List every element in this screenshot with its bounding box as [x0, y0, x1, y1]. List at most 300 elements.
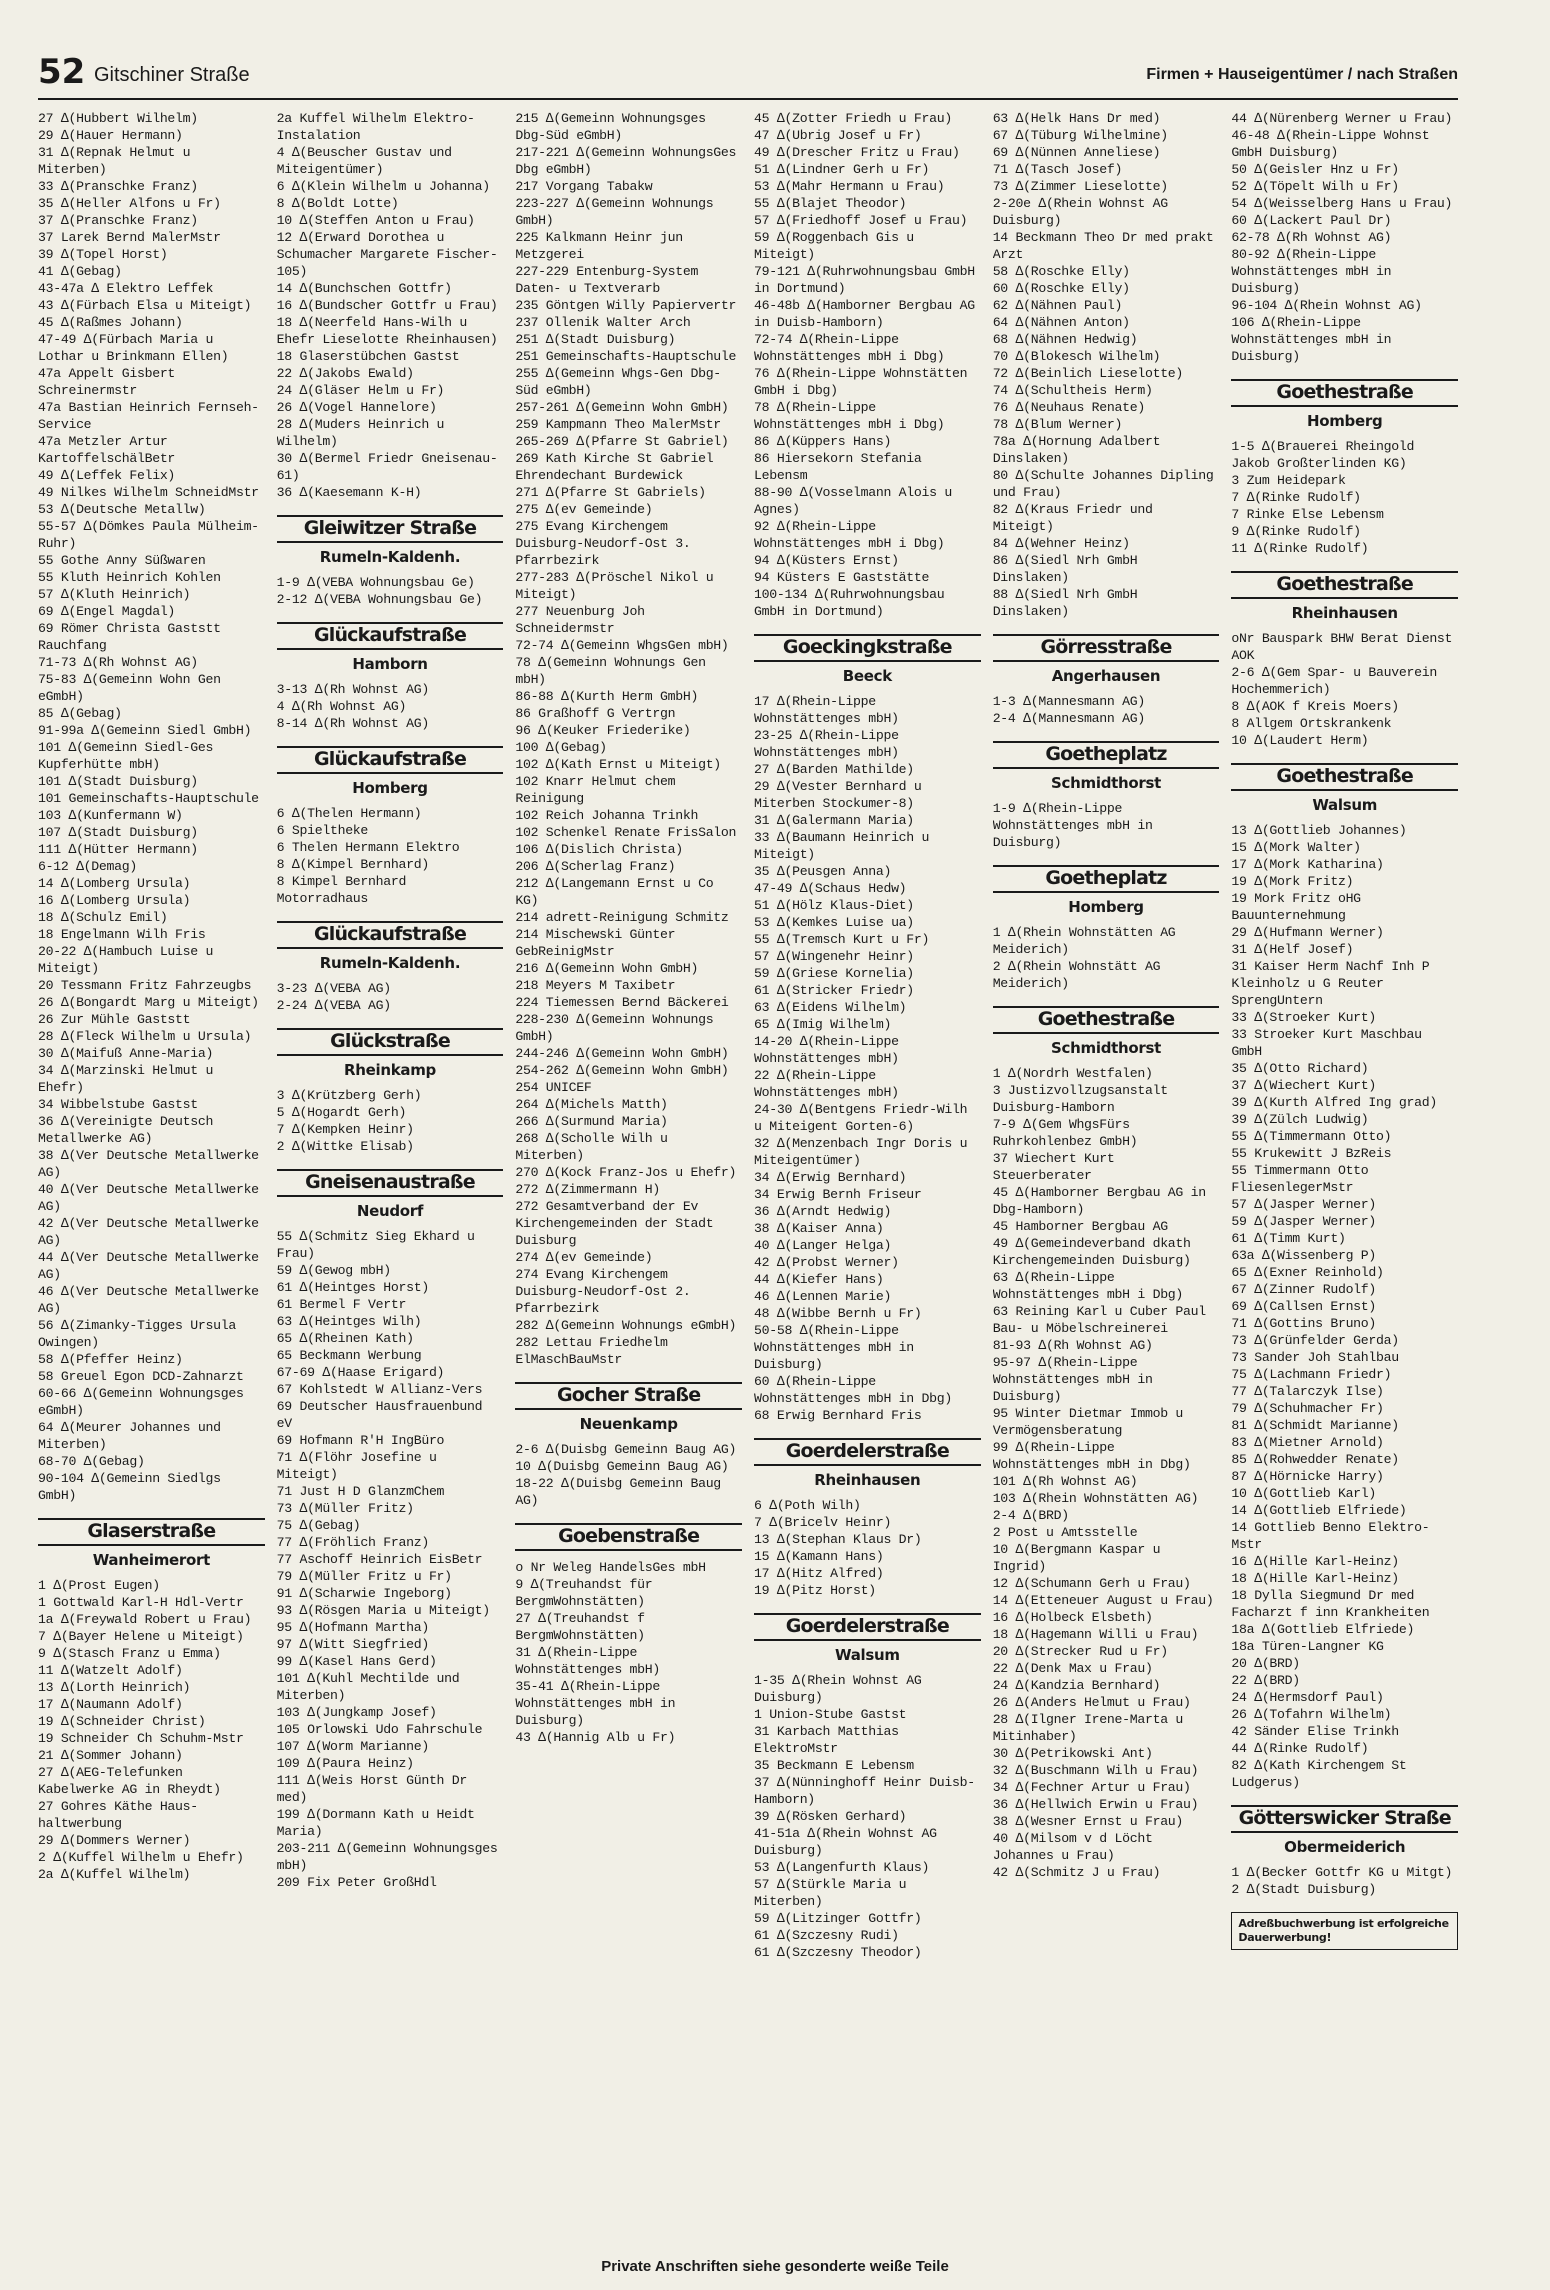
address-entry: 2-6 ∆(Gem Spar- u Bauverein Hochemmerich)	[1231, 665, 1437, 697]
address-entry: 6-12 ∆(Demag)	[38, 859, 137, 874]
address-entry: 73 ∆(Müller Fritz)	[276, 1501, 414, 1516]
address-entry: 78 ∆(Rhein-Lippe Wohnstättenges mbH i Dbg)	[754, 400, 945, 432]
address-entry: 65 Beckmann Werbung	[276, 1348, 422, 1363]
street-name: Goeckingkstraße	[754, 634, 981, 662]
address-entry: 32 ∆(Menzenbach Ingr Doris u Miteigentümer)	[754, 1136, 968, 1168]
address-entry: 36 ∆(Kaesemann K-H)	[276, 485, 422, 500]
address-entry: 109 ∆(Paura Heinz)	[276, 1756, 414, 1771]
address-entry: 42 ∆(Probst Werner)	[754, 1255, 899, 1270]
street-section-heading	[993, 634, 1220, 685]
address-entry: 4 ∆(Beuscher Gustav und Miteigentümer)	[276, 145, 452, 177]
address-entry: 31 ∆(Rhein-Lippe Wohnstättenges mbH)	[515, 1645, 661, 1677]
address-entry: 20 ∆(BRD)	[1231, 1656, 1300, 1671]
street-name: Glückaufstraße	[277, 746, 504, 774]
street-section-heading	[277, 746, 504, 797]
address-entry: 6 ∆(Klein Wilhelm u Johanna)	[276, 179, 490, 194]
address-entry: 1 Gottwald Karl-H Hdl-Vertr	[38, 1595, 244, 1610]
address-entry: 53 ∆(Kemkes Luise ua)	[754, 915, 914, 930]
address-entry: 282 ∆(Gemeinn Wohnungs eGmbH)	[515, 1318, 737, 1333]
address-entry: 6 ∆(Poth Wilh)	[754, 1498, 861, 1513]
address-entry: 282 Lettau Friedhelm ElMaschBauMstr	[515, 1335, 668, 1367]
address-entry: 68-70 ∆(Gebag)	[38, 1454, 145, 1469]
address-entry: 31 ∆(Repnak Helmut u Miterben)	[38, 145, 191, 177]
address-entry: 26 Zur Mühle Gaststt	[38, 1012, 191, 1027]
address-entry: 16 ∆(Bundscher Gottfr u Frau)	[276, 298, 498, 313]
address-entry: 75 ∆(Gebag)	[276, 1518, 361, 1533]
address-entry: 14-20 ∆(Rhein-Lippe Wohnstättenges mbH)	[754, 1034, 899, 1066]
address-entry: 33 ∆(Stroeker Kurt)	[1231, 1010, 1377, 1025]
street-name: Goerdelerstraße	[754, 1613, 981, 1641]
street-section-heading	[993, 865, 1220, 916]
street-name: Glückaufstraße	[277, 921, 504, 949]
address-entry: 38 ∆(Wesner Ernst u Frau)	[992, 1814, 1184, 1829]
address-entry: 59 ∆(Jasper Werner)	[1231, 1214, 1377, 1229]
address-entry: 14 Gottlieb Benno Elektro-Mstr	[1231, 1520, 1430, 1552]
address-entry: 55 ∆(Blajet Theodor)	[754, 196, 907, 211]
address-entry: 61 Bermel F Vertr	[276, 1297, 407, 1312]
address-entry: 33 ∆(Baumann Heinrich u Miteigt)	[754, 830, 930, 862]
page-number: 52	[38, 52, 86, 92]
directory-column	[515, 110, 742, 2250]
address-entry: 111 ∆(Weis Horst Günth Dr med)	[276, 1773, 468, 1805]
address-entry: 18 Glaserstübchen Gastst	[276, 349, 460, 364]
address-entry: 9 ∆(Rinke Rudolf)	[1231, 524, 1361, 539]
address-entry: 40 ∆(Langer Helga)	[754, 1238, 892, 1253]
address-entry: 2 ∆(Rhein Wohnstätt AG Meiderich)	[992, 959, 1161, 991]
address-entry: 85 ∆(Gebag)	[38, 706, 122, 721]
district-name: Obermeiderich	[1284, 1838, 1406, 1856]
address-entry: 6 Thelen Hermann Elektro	[276, 840, 460, 855]
address-entry: 37 ∆(Pranschke Franz)	[38, 213, 198, 228]
address-entry: 47a Bastian Heinrich Fernseh-Service	[38, 400, 259, 432]
address-entry: 58 ∆(Roschke Elly)	[992, 264, 1130, 279]
street-name: Götterswicker Straße	[1231, 1805, 1458, 1833]
directory-column	[754, 110, 981, 2250]
address-entry: 88 ∆(Siedl Nrh GmbH Dinslaken)	[992, 587, 1138, 619]
address-entry: 29 ∆(Dommers Werner)	[38, 1833, 191, 1848]
address-entry: 244-246 ∆(Gemeinn Wohn GmbH)	[515, 1046, 729, 1061]
address-entry: 73 Sander Joh Stahlbau	[1231, 1350, 1399, 1365]
address-entry: 75 ∆(Lachmann Friedr)	[1231, 1367, 1392, 1382]
address-entry: 78 ∆(Blum Werner)	[992, 417, 1123, 432]
address-entry: 46 ∆(Lennen Marie)	[754, 1289, 892, 1304]
address-entry: 53 ∆(Deutsche Metallw)	[38, 502, 206, 517]
address-entry: 41-51a ∆(Rhein Wohnst AG Duisburg)	[754, 1826, 937, 1858]
address-entry: 37 Wiechert Kurt Steuerberater	[992, 1151, 1115, 1183]
address-entry: 63 ∆(Heintges Wilh)	[276, 1314, 422, 1329]
address-entry: 265-269 ∆(Pfarre St Gabriel)	[515, 434, 729, 449]
address-entry: 106 ∆(Rhein-Lippe Wohnstättenges mbH in Duisburg)	[1231, 315, 1392, 364]
address-entry: 77 ∆(Fröhlich Franz)	[276, 1535, 429, 1550]
address-entry: 59 ∆(Litzinger Gottfr)	[754, 1911, 922, 1926]
address-entry: o Nr Weleg HandelsGes mbH	[515, 1560, 706, 1575]
address-entry: 101 ∆(Stadt Duisburg)	[38, 774, 198, 789]
address-entry: 8 ∆(AOK f Kreis Moers)	[1231, 699, 1399, 714]
address-entry: 53 ∆(Mahr Hermann u Frau)	[754, 179, 945, 194]
directory-column	[1231, 110, 1458, 2250]
address-entry: 7 ∆(Bricelv Heinr)	[754, 1515, 892, 1530]
address-entry: 101 ∆(Kuhl Mechtilde und Miterben)	[276, 1671, 460, 1703]
street-name: Glückstraße	[277, 1028, 504, 1056]
address-entry: 1 ∆(Rhein Wohnstätten AG Meiderich)	[992, 925, 1176, 957]
address-entry: 55 ∆(Schmitz Sieg Ekhard u Frau)	[276, 1229, 475, 1261]
address-entry: 97 ∆(Witt Siegfried)	[276, 1637, 429, 1652]
address-entry: 33 ∆(Pranschke Franz)	[38, 179, 198, 194]
address-entry: 59 ∆(Roggenbach Gis u Miteigt)	[754, 230, 914, 262]
address-entry: 14 Beckmann Theo Dr med prakt Arzt	[992, 230, 1214, 262]
address-entry: 69 ∆(Nünnen Anneliese)	[992, 145, 1161, 160]
address-entry: 18 Dylla Siegmund Dr med Facharzt f inn Krankheiten	[1231, 1588, 1430, 1620]
address-entry: 64 ∆(Nähnen Anton)	[992, 315, 1130, 330]
address-entry: 105 Orlowski Udo Fahrschule	[276, 1722, 483, 1737]
address-entry: 58 Greuel Egon DCD-Zahnarzt	[38, 1369, 244, 1384]
address-entry: 19 Schneider Ch Schuhm-Mstr	[38, 1731, 244, 1746]
address-entry: 37 Larek Bernd MalerMstr	[38, 230, 221, 245]
address-entry: 55 Kluth Heinrich Kohlen	[38, 570, 221, 585]
address-entry: 61 ∆(Heintges Horst)	[276, 1280, 429, 1295]
address-entry: 43 ∆(Hannig Alb u Fr)	[515, 1730, 676, 1745]
address-entry: 4 ∆(Rh Wohnst AG)	[276, 699, 407, 714]
address-entry: 42 ∆(Ver Deutsche Metallwerke AG)	[38, 1216, 259, 1248]
address-entry: 67 Kohlstedt W Allianz-Vers	[276, 1382, 483, 1397]
address-entry: 3-13 ∆(Rh Wohnst AG)	[276, 682, 429, 697]
district-name: Beeck	[842, 667, 892, 685]
address-entry: 217-221 ∆(Gemeinn WohnungsGes Dbg eGmbH)	[515, 145, 737, 177]
address-entry: 38 ∆(Kaiser Anna)	[754, 1221, 884, 1236]
district-name: Rumeln-Kaldenh.	[319, 548, 461, 566]
address-entry: 27 ∆(Treuhandst f BergmWohnstätten)	[515, 1611, 645, 1643]
address-entry: 60 ∆(Lackert Paul Dr)	[1231, 213, 1392, 228]
address-entry: 102 Schenkel Renate FrisSalon	[515, 825, 737, 840]
address-entry: 18-22 ∆(Duisbg Gemeinn Baug AG)	[515, 1476, 721, 1508]
address-entry: 83 ∆(Mietner Arnold)	[1231, 1435, 1384, 1450]
address-entry: 18a Türen-Langner KG	[1231, 1639, 1384, 1654]
address-entry: 91-99a ∆(Gemeinn Siedl GmbH)	[38, 723, 252, 738]
address-entry: 68 ∆(Nähnen Hedwig)	[992, 332, 1138, 347]
address-entry: 7-9 ∆(Gem WhgsFürs Ruhrkohlenbez GmbH)	[992, 1117, 1138, 1149]
street-section-heading	[754, 1438, 981, 1489]
address-entry: 5 ∆(Hogardt Gerh)	[276, 1105, 407, 1120]
address-entry: 212 ∆(Langemann Ernst u Co KG)	[515, 876, 714, 908]
district-name: Rheinhausen	[1291, 604, 1398, 622]
address-entry: 44 ∆(Ver Deutsche Metallwerke AG)	[38, 1250, 259, 1282]
address-entry: 101 ∆(Gemeinn Siedl-Ges Kupferhütte mbH)	[38, 740, 214, 772]
street-section-heading	[754, 1613, 981, 1664]
address-entry: 20-22 ∆(Hambuch Luise u Miteigt)	[38, 944, 214, 976]
address-entry: 16 ∆(Lomberg Ursula)	[38, 893, 191, 908]
address-entry: 34 Wibbelstube Gastst	[38, 1097, 198, 1112]
district-name: Homberg	[352, 779, 428, 797]
address-entry: 86-88 ∆(Kurth Herm GmbH)	[515, 689, 699, 704]
address-entry: 27 ∆(AEG-Telefunken Kabelwerke AG in Rheydt)	[38, 1765, 221, 1797]
street-section-heading	[515, 1523, 742, 1551]
street-name: Glückaufstraße	[277, 622, 504, 650]
address-entry: oNr Bauspark BHW Berat Dienst AOK	[1231, 631, 1453, 663]
address-entry: 100-134 ∆(Ruhrwohnungsbau GmbH in Dortmund)	[754, 587, 945, 619]
address-entry: 251 Gemeinschafts-Hauptschule	[515, 349, 737, 364]
address-entry: 60 ∆(Roschke Elly)	[992, 281, 1130, 296]
address-entry: 50 ∆(Geisler Hnz u Fr)	[1231, 162, 1399, 177]
street-name: Goethestraße	[1231, 379, 1458, 407]
address-entry: 68 Erwig Bernhard Fris	[754, 1408, 922, 1423]
address-entry: 29 ∆(Hufmann Werner)	[1231, 925, 1384, 940]
address-entry: 43 ∆(Fürbach Elsa u Miteigt)	[38, 298, 252, 313]
address-entry: 3 Justizvollzugsanstalt Duisburg-Hamborn	[992, 1083, 1168, 1115]
address-entry: 17 ∆(Rhein-Lippe Wohnstättenges mbH)	[754, 694, 899, 726]
address-entry: 1-9 ∆(VEBA Wohnungsbau Ge)	[276, 575, 475, 590]
address-entry: 23-25 ∆(Rhein-Lippe Wohnstättenges mbH)	[754, 728, 899, 760]
street-section-heading	[1231, 763, 1458, 814]
address-entry: 13 ∆(Gottlieb Johannes)	[1231, 823, 1407, 838]
address-entry: 45 ∆(Hamborner Bergbau AG in Dbg-Hamborn)	[992, 1185, 1206, 1217]
address-entry: 103 ∆(Kunfermann W)	[38, 808, 183, 823]
street-section-heading	[754, 634, 981, 685]
address-entry: 44 ∆(Kiefer Hans)	[754, 1272, 884, 1287]
address-entry: 17 ∆(Hitz Alfred)	[754, 1566, 884, 1581]
address-entry: 224 Tiemessen Bernd Bäckerei	[515, 995, 729, 1010]
address-entry: 35 ∆(Otto Richard)	[1231, 1061, 1369, 1076]
address-entry: 45 ∆(Raßmes Johann)	[38, 315, 183, 330]
address-entry: 70 ∆(Blokesch Wilhelm)	[992, 349, 1161, 364]
address-entry: 67-69 ∆(Haase Erigard)	[276, 1365, 445, 1380]
address-entry: 257-261 ∆(Gemeinn Wohn GmbH)	[515, 400, 729, 415]
address-entry: 1 ∆(Nordrh Westfalen)	[992, 1066, 1153, 1081]
page-footer: Private Anschriften siehe gesonderte weiße Teile	[601, 2258, 949, 2275]
address-entry: 20 ∆(Strecker Rud u Fr)	[992, 1644, 1168, 1659]
address-entry: 101 ∆(Rh Wohnst AG)	[992, 1474, 1138, 1489]
address-entry: 18 ∆(Hille Karl-Heinz)	[1231, 1571, 1399, 1586]
address-entry: 215 ∆(Gemeinn Wohnungsges Dbg-Süd eGmbH)	[515, 111, 706, 143]
address-entry: 43-47a ∆ Elektro Leffek	[38, 281, 214, 296]
address-entry: 203-211 ∆(Gemeinn Wohnungsges mbH)	[276, 1841, 498, 1873]
address-entry: 19 ∆(Mork Fritz)	[1231, 874, 1354, 889]
address-entry: 8-14 ∆(Rh Wohnst AG)	[276, 716, 429, 731]
street-section-heading	[1231, 1805, 1458, 1856]
street-name: Goethestraße	[1231, 571, 1458, 599]
address-entry: 103 ∆(Jungkamp Josef)	[276, 1705, 437, 1720]
address-entry: 22 ∆(Denk Max u Frau)	[992, 1661, 1153, 1676]
address-entry: 74 ∆(Schultheis Herm)	[992, 383, 1153, 398]
address-entry: 49 ∆(Gemeindeverband dkath Kirchengemeinden Duisburg)	[992, 1236, 1191, 1268]
address-entry: 47 ∆(Ubrig Josef u Fr)	[754, 128, 922, 143]
address-entry: 6 Spieltheke	[276, 823, 369, 838]
address-entry: 81-93 ∆(Rh Wohnst AG)	[992, 1338, 1153, 1353]
address-entry: 57 ∆(Wingenehr Heinr)	[754, 949, 914, 964]
address-entry: 91 ∆(Scharwie Ingeborg)	[276, 1586, 452, 1601]
district-name: Rheinhausen	[814, 1471, 921, 1489]
address-entry: 82 ∆(Kath Kirchengem St Ludgerus)	[1231, 1758, 1407, 1790]
address-entry: 2a ∆(Kuffel Wilhelm)	[38, 1867, 191, 1882]
district-name: Walsum	[834, 1646, 900, 1664]
address-entry: 32 ∆(Buschmann Wilh u Frau)	[992, 1763, 1199, 1778]
address-entry: 18 ∆(Hagemann Willi u Frau)	[992, 1627, 1199, 1642]
address-entry: 7 Rinke Else Lebensm	[1231, 507, 1384, 522]
street-name: Gneisenaustraße	[277, 1169, 504, 1197]
address-entry: 59 ∆(Griese Kornelia)	[754, 966, 914, 981]
address-entry: 47-49 ∆(Schaus Hedw)	[754, 881, 907, 896]
address-entry: 71 ∆(Gottins Bruno)	[1231, 1316, 1377, 1331]
address-entry: 277-283 ∆(Pröschel Nikol u Miteigt)	[515, 570, 714, 602]
address-entry: 28 ∆(Muders Heinrich u Wilhelm)	[276, 417, 445, 449]
address-entry: 81 ∆(Schmidt Marianne)	[1231, 1418, 1399, 1433]
address-entry: 63a ∆(Wissenberg P)	[1231, 1248, 1377, 1263]
address-entry: 94 ∆(Küsters Ernst)	[754, 553, 899, 568]
address-entry: 35 ∆(Heller Alfons u Fr)	[38, 196, 221, 211]
address-entry: 216 ∆(Gemeinn Wohn GmbH)	[515, 961, 699, 976]
address-entry: 2 ∆(Wittke Elisab)	[276, 1139, 414, 1154]
address-entry: 90-104 ∆(Gemeinn Siedlgs GmbH)	[38, 1471, 221, 1503]
address-entry: 28 ∆(Fleck Wilhelm u Ursula)	[38, 1029, 252, 1044]
district-name: Wanheimerort	[92, 1551, 210, 1569]
address-entry: 46-48b ∆(Hamborner Bergbau AG in Duisb-Hamborn)	[754, 298, 975, 330]
address-entry: 71 ∆(Flöhr Josefine u Miteigt)	[276, 1450, 437, 1482]
district-name: Schmidthorst	[1051, 1039, 1161, 1057]
address-entry: 227-229 Entenburg-System Daten- u Textverarb	[515, 264, 699, 296]
address-entry: 67 ∆(Zinner Rudolf)	[1231, 1282, 1377, 1297]
page-category-title: Firmen + Hauseigentümer / nach Straßen	[1146, 66, 1458, 83]
address-entry: 55-57 ∆(Dömkes Paula Mülheim-Ruhr)	[38, 519, 259, 551]
address-entry: 18a ∆(Gottlieb Elfriede)	[1231, 1622, 1415, 1637]
address-entry: 17 ∆(Mork Katharina)	[1231, 857, 1384, 872]
address-entry: 57 ∆(Jasper Werner)	[1231, 1197, 1377, 1212]
address-entry: 274 ∆(ev Gemeinde)	[515, 1250, 653, 1265]
street-section-heading	[993, 1006, 1220, 1057]
address-entry: 60-66 ∆(Gemeinn Wohnungsges eGmbH)	[38, 1386, 244, 1418]
address-entry: 36 ∆(Hellwich Erwin u Frau)	[992, 1797, 1199, 1812]
address-entry: 64 ∆(Meurer Johannes und Miterben)	[38, 1420, 221, 1452]
address-entry: 72 ∆(Beinlich Lieselotte)	[992, 366, 1184, 381]
page-header	[38, 48, 1458, 100]
address-entry: 54 ∆(Weisselberg Hans u Frau)	[1231, 196, 1453, 211]
address-entry: 65 ∆(Rheinen Kath)	[276, 1331, 414, 1346]
address-entry: 95 Winter Dietmar Immob u Vermögensberatung	[992, 1406, 1184, 1438]
address-entry: 14 ∆(Lomberg Ursula)	[38, 876, 191, 891]
address-entry: 55 Gothe Anny Süßwaren	[38, 553, 206, 568]
address-entry: 80-92 ∆(Rhein-Lippe Wohnstättenges mbH in Duisburg)	[1231, 247, 1392, 296]
street-section-heading	[515, 1382, 742, 1433]
address-entry: 8 Kimpel Bernhard Motorradhaus	[276, 874, 407, 906]
address-entry: 61 ∆(Szczesny Theodor)	[754, 1945, 922, 1960]
address-entry: 31 Karbach Matthias ElektroMstr	[754, 1724, 899, 1756]
address-entry: 41 ∆(Gebag)	[38, 264, 122, 279]
address-entry: 79 ∆(Müller Fritz u Fr)	[276, 1569, 452, 1584]
address-entry: 99 ∆(Kasel Hans Gerd)	[276, 1654, 437, 1669]
district-name: Rheinkamp	[344, 1061, 436, 1079]
advertising-note: Adreßbuchwerbung ist erfolgreiche Dauerwerbung!	[1231, 1912, 1458, 1950]
address-entry: 72-74 ∆(Rhein-Lippe Wohnstättenges mbH i Dbg)	[754, 332, 945, 364]
street-section-heading	[277, 1169, 504, 1220]
address-entry: 52 ∆(Töpelt Wilh u Fr)	[1231, 179, 1399, 194]
address-entry: 93 ∆(Rösgen Maria u Miteigt)	[276, 1603, 490, 1618]
address-entry: 2 Post u Amtsstelle	[992, 1525, 1138, 1540]
address-entry: 12 ∆(Erward Dorothea u Schumacher Margarete Fischer-105)	[276, 230, 498, 279]
address-entry: 255 ∆(Gemeinn Whgs-Gen Dbg-Süd eGmbH)	[515, 366, 721, 398]
address-entry: 71-73 ∆(Rh Wohnst AG)	[38, 655, 198, 670]
address-entry: 1-3 ∆(Mannesmann AG)	[992, 694, 1145, 709]
address-entry: 2 ∆(Kuffel Wilhelm u Ehefr)	[38, 1850, 244, 1865]
address-entry: 95 ∆(Hofmann Martha)	[276, 1620, 429, 1635]
address-entry: 107 ∆(Worm Marianne)	[276, 1739, 429, 1754]
address-entry: 7 ∆(Rinke Rudolf)	[1231, 490, 1361, 505]
address-entry: 40 ∆(Milsom v d Löcht Johannes u Frau)	[992, 1831, 1153, 1863]
address-entry: 11 ∆(Watzelt Adolf)	[38, 1663, 183, 1678]
address-entry: 65 ∆(Imig Wilhelm)	[754, 1017, 892, 1032]
address-entry: 17 ∆(Naumann Adolf)	[38, 1697, 183, 1712]
address-entry: 69 Römer Christa Gaststt Rauchfang	[38, 621, 221, 653]
address-entry: 2-6 ∆(Duisbg Gemeinn Baug AG)	[515, 1442, 737, 1457]
address-entry: 18 ∆(Neerfeld Hans-Wilh u Ehefr Lieselotte Rheinhausen)	[276, 315, 498, 347]
address-entry: 3 Zum Heidepark	[1231, 473, 1346, 488]
address-entry: 29 ∆(Vester Bernhard u Miterben Stockumer-8)	[754, 779, 922, 811]
address-entry: 102 Reich Johanna Trinkh	[515, 808, 699, 823]
address-entry: 40 ∆(Ver Deutsche Metallwerke AG)	[38, 1182, 259, 1214]
address-entry: 39 ∆(Zülch Ludwig)	[1231, 1112, 1369, 1127]
address-entry: 235 Göntgen Willy Papiervertr	[515, 298, 737, 313]
address-entry: 58 ∆(Pfeffer Heinz)	[38, 1352, 183, 1367]
address-entry: 57 ∆(Stürkle Maria u Miterben)	[754, 1877, 907, 1909]
address-entry: 67 ∆(Tüburg Wilhelmine)	[992, 128, 1168, 143]
address-entry: 228-230 ∆(Gemeinn Wohnungs GmbH)	[515, 1012, 714, 1044]
address-entry: 35 ∆(Peusgen Anna)	[754, 864, 892, 879]
address-entry: 27 ∆(Hubbert Wilhelm)	[38, 111, 198, 126]
address-entry: 59 ∆(Gewog mbH)	[276, 1263, 391, 1278]
address-entry: 6 ∆(Thelen Hermann)	[276, 806, 422, 821]
address-entry: 10 ∆(Laudert Herm)	[1231, 733, 1369, 748]
address-entry: 34 Erwig Bernh Friseur	[754, 1187, 922, 1202]
address-entry: 2-20e ∆(Rhein Wohnst AG Duisburg)	[992, 196, 1168, 228]
address-entry: 49 ∆(Leffek Felix)	[38, 468, 176, 483]
address-entry: 61 ∆(Szczesny Rudi)	[754, 1928, 899, 1943]
address-entry: 223-227 ∆(Gemeinn Wohnungs GmbH)	[515, 196, 714, 228]
district-name: Schmidthorst	[1051, 774, 1161, 792]
address-entry: 39 ∆(Kurth Alfred Ing grad)	[1231, 1095, 1437, 1110]
address-entry: 37 ∆(Nünninghoff Heinr Duisb-Hamborn)	[754, 1775, 975, 1807]
address-entry: 34 ∆(Fechner Artur u Frau)	[992, 1780, 1191, 1795]
address-entry: 100 ∆(Gebag)	[515, 740, 607, 755]
address-entry: 96-104 ∆(Rhein Wohnst AG)	[1231, 298, 1422, 313]
address-entry: 63 Reining Karl u Cuber Paul Bau- u Möbelschreinerei	[992, 1304, 1206, 1336]
address-entry: 8 Allgem Ortskrankenk	[1231, 716, 1392, 731]
address-entry: 56 ∆(Zimanky-Tigges Ursula Owingen)	[38, 1318, 236, 1350]
address-entry: 26 ∆(Tofahrn Wilhelm)	[1231, 1707, 1392, 1722]
address-entry: 99 ∆(Rhein-Lippe Wohnstättenges mbH in Dbg)	[992, 1440, 1191, 1472]
address-entry: 36 ∆(Vereinigte Deutsch Metallwerke AG)	[38, 1114, 214, 1146]
street-name: Gocher Straße	[515, 1382, 742, 1410]
street-name: Goethestraße	[1231, 763, 1458, 791]
address-entry: 272 ∆(Zimmermann H)	[515, 1182, 661, 1197]
directory-columns	[38, 110, 1458, 2250]
address-entry: 101 Gemeinschafts-Hauptschule	[38, 791, 259, 806]
address-entry: 73 ∆(Zimmer Lieselotte)	[992, 179, 1168, 194]
address-entry: 218 Meyers M Taxibetr	[515, 978, 676, 993]
address-entry: 199 ∆(Dormann Kath u Heidt Maria)	[276, 1807, 475, 1839]
street-section-heading	[38, 1518, 265, 1569]
address-entry: 69 ∆(Engel Magdal)	[38, 604, 176, 619]
address-entry: 85 ∆(Rohwedder Renate)	[1231, 1452, 1399, 1467]
address-entry: 277 Neuenburg Joh Schneidermstr	[515, 604, 645, 636]
address-entry: 10 ∆(Gottlieb Karl)	[1231, 1486, 1377, 1501]
address-entry: 20 Tessmann Fritz Fahrzeugbs	[38, 978, 252, 993]
address-entry: 14 ∆(Gottlieb Elfriede)	[1231, 1503, 1407, 1518]
address-entry: 16 ∆(Holbeck Elsbeth)	[992, 1610, 1153, 1625]
address-entry: 37 ∆(Wiechert Kurt)	[1231, 1078, 1377, 1093]
address-entry: 9 ∆(Stasch Franz u Emma)	[38, 1646, 221, 1661]
address-entry: 264 ∆(Michels Matth)	[515, 1097, 668, 1112]
address-entry: 30 ∆(Bermel Friedr Gneisenau-61)	[276, 451, 498, 483]
address-entry: 57 ∆(Kluth Heinrich)	[38, 587, 191, 602]
address-entry: 22 ∆(Rhein-Lippe Wohnstättenges mbH)	[754, 1068, 899, 1100]
directory-column	[277, 110, 504, 2250]
